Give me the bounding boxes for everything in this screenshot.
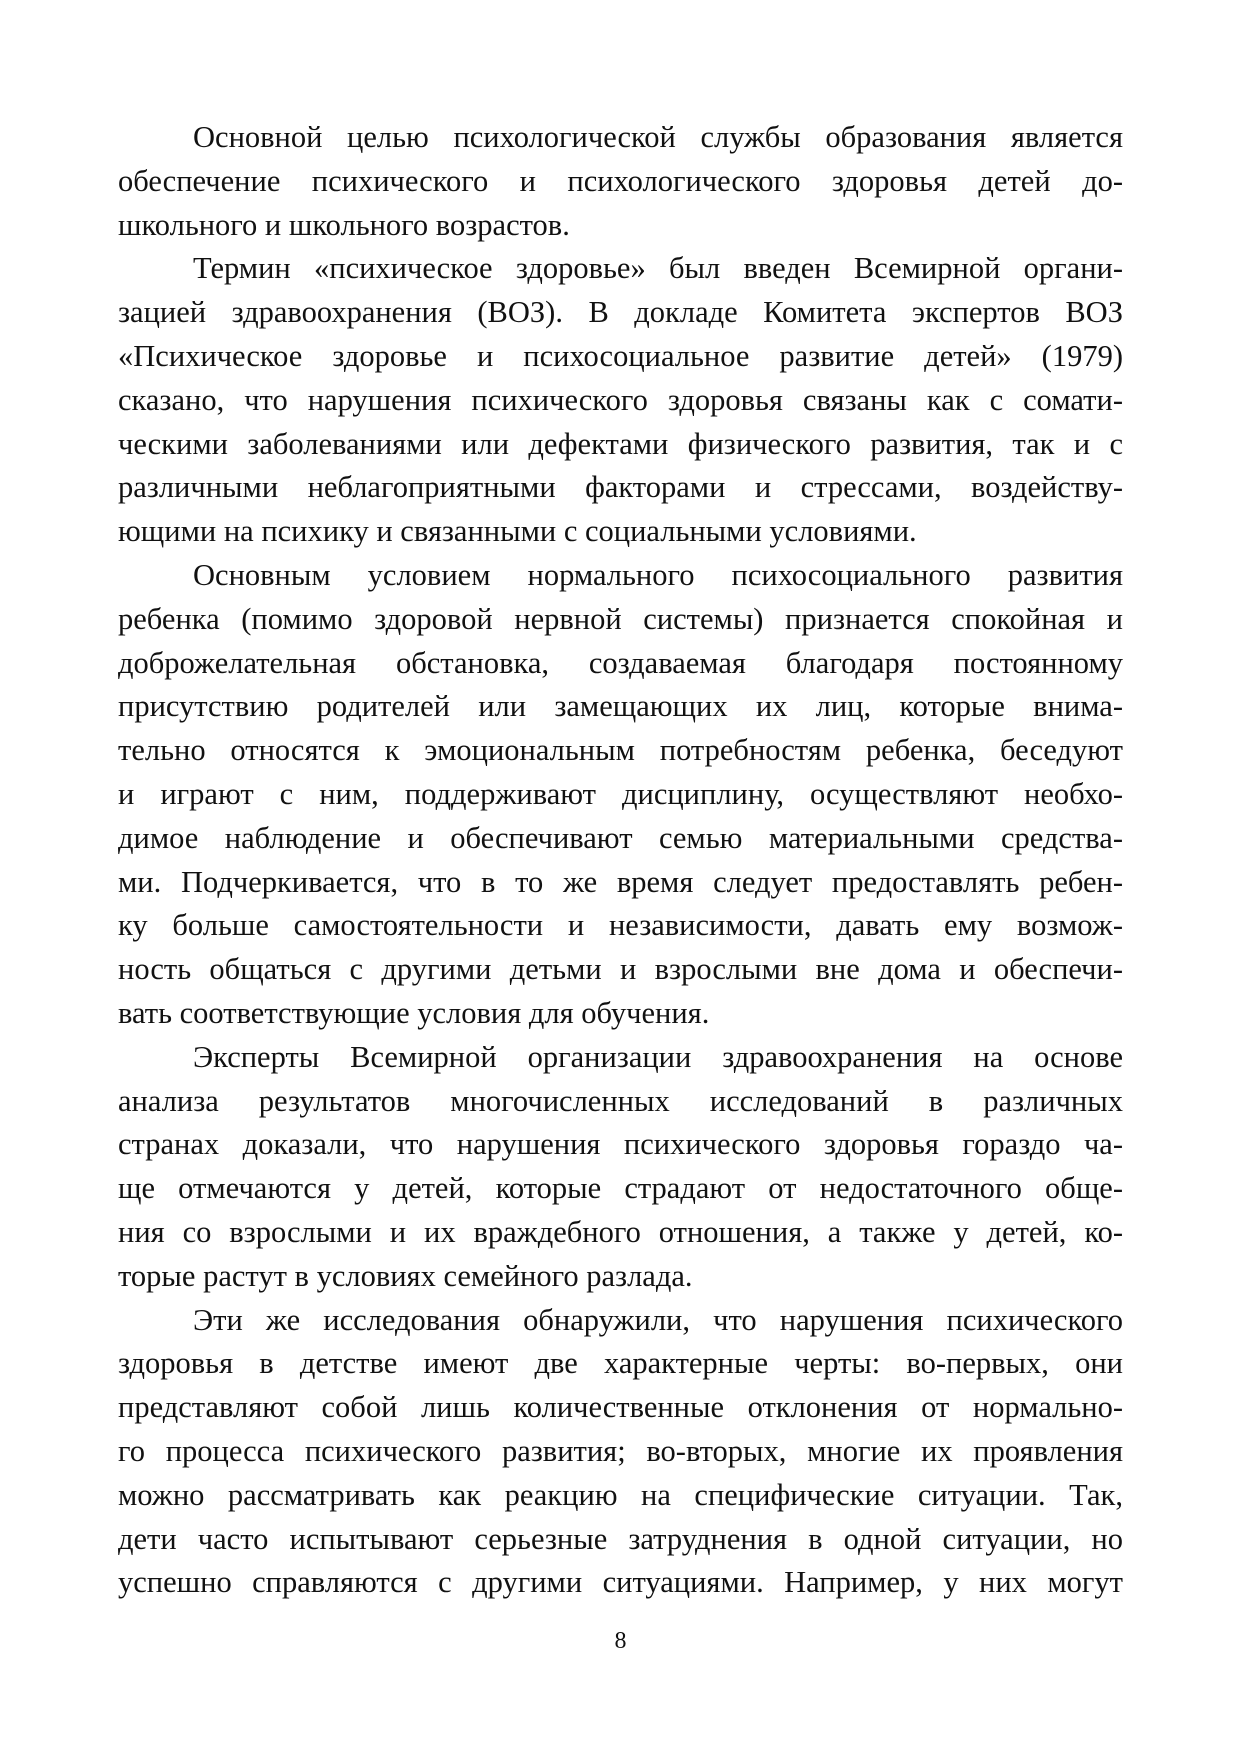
text-line: здоровья в детстве имеют две характерные черты: во-первых, они: [118, 1346, 1123, 1381]
text-line: можно рассматривать как реакцию на специфические ситуации. Так,: [118, 1477, 1123, 1512]
text-line: ческими заболеваниями или дефектами физического развития, так и с: [118, 426, 1123, 461]
text-line: и играют с ним, поддерживают дисциплину, осуществляют необхо-: [118, 776, 1123, 811]
text-line: доброжелательная обстановка, создаваемая благодаря постоянному: [118, 645, 1123, 680]
page-number: 8: [614, 1628, 627, 1654]
body-text: [118, 116, 1123, 1605]
text-line: ность общаться с другими детьми и взрослыми вне дома и обеспечи-: [118, 952, 1123, 987]
text-line: Основным условием нормального психосоциального развития: [193, 557, 1123, 592]
text-line: Эти же исследования обнаружили, что нарушения психического: [193, 1302, 1123, 1337]
text-line: димое наблюдение и обеспечивают семью материальными средства-: [118, 820, 1123, 855]
paragraph: [118, 1036, 1123, 1299]
text-line: сказано, что нарушения психического здоровья связаны как с сомати-: [118, 382, 1123, 417]
text-line: Эксперты Всемирной организации здравоохранения на основе: [193, 1039, 1123, 1074]
text-line: го процесса психического развития; во-вторых, многие их проявления: [118, 1433, 1123, 1468]
text-line: зацией здравоохранения (ВОЗ). В докладе Комитета экспертов ВОЗ: [118, 295, 1123, 330]
paragraph: [118, 247, 1123, 554]
text-line: различными неблагоприятными факторами и стрессами, воздейству-: [118, 470, 1123, 505]
text-line: торые растут в условиях семейного разлада.: [118, 1258, 693, 1293]
text-line: ще отмечаются у детей, которые страдают от недостаточного обще-: [118, 1171, 1123, 1206]
text-line: тельно относятся к эмоциональным потребностям ребенка, беседуют: [118, 733, 1123, 768]
text-line: ку больше самостоятельности и независимости, давать ему возмож-: [118, 908, 1123, 943]
text-line: «Психическое здоровье и психосоциальное развитие детей» (1979): [118, 338, 1123, 373]
text-line: вать соответствующие условия для обучения.: [118, 995, 710, 1030]
text-line: присутствию родителей или замещающих их лиц, которые внима-: [118, 689, 1123, 724]
paragraph: [118, 554, 1123, 1036]
text-line: обеспечение психического и психологического здоровья детей до-: [118, 163, 1123, 198]
text-line: ющими на психику и связанными с социальными условиями.: [118, 514, 917, 549]
paragraph: [118, 1299, 1123, 1606]
text-line: ребенка (помимо здоровой нервной системы) признается спокойная и: [118, 601, 1123, 636]
text-line: Основной целью психологической службы образования является: [193, 120, 1123, 154]
text-line: представляют собой лишь количественные отклонения от нормально-: [118, 1390, 1123, 1425]
text-line: успешно справляются с другими ситуациями. Например, у них могут: [118, 1565, 1123, 1600]
text-line: ми. Подчеркивается, что в то же время следует предоставлять ребен-: [118, 864, 1123, 899]
text-line: дети часто испытывают серьезные затруднения в одной ситуации, но: [118, 1521, 1123, 1556]
text-line: ния со взрослыми и их враждебного отношения, а также у детей, ко-: [118, 1214, 1123, 1249]
paragraph: [118, 116, 1123, 247]
text-line: анализа результатов многочисленных исследований в различных: [118, 1083, 1123, 1118]
text-line: Термин «психическое здоровье» был введен Всемирной органи-: [193, 251, 1123, 286]
text-line: странах доказали, что нарушения психического здоровья гораздо ча-: [118, 1127, 1123, 1162]
text-line: школьного и школьного возрастов.: [118, 207, 570, 242]
